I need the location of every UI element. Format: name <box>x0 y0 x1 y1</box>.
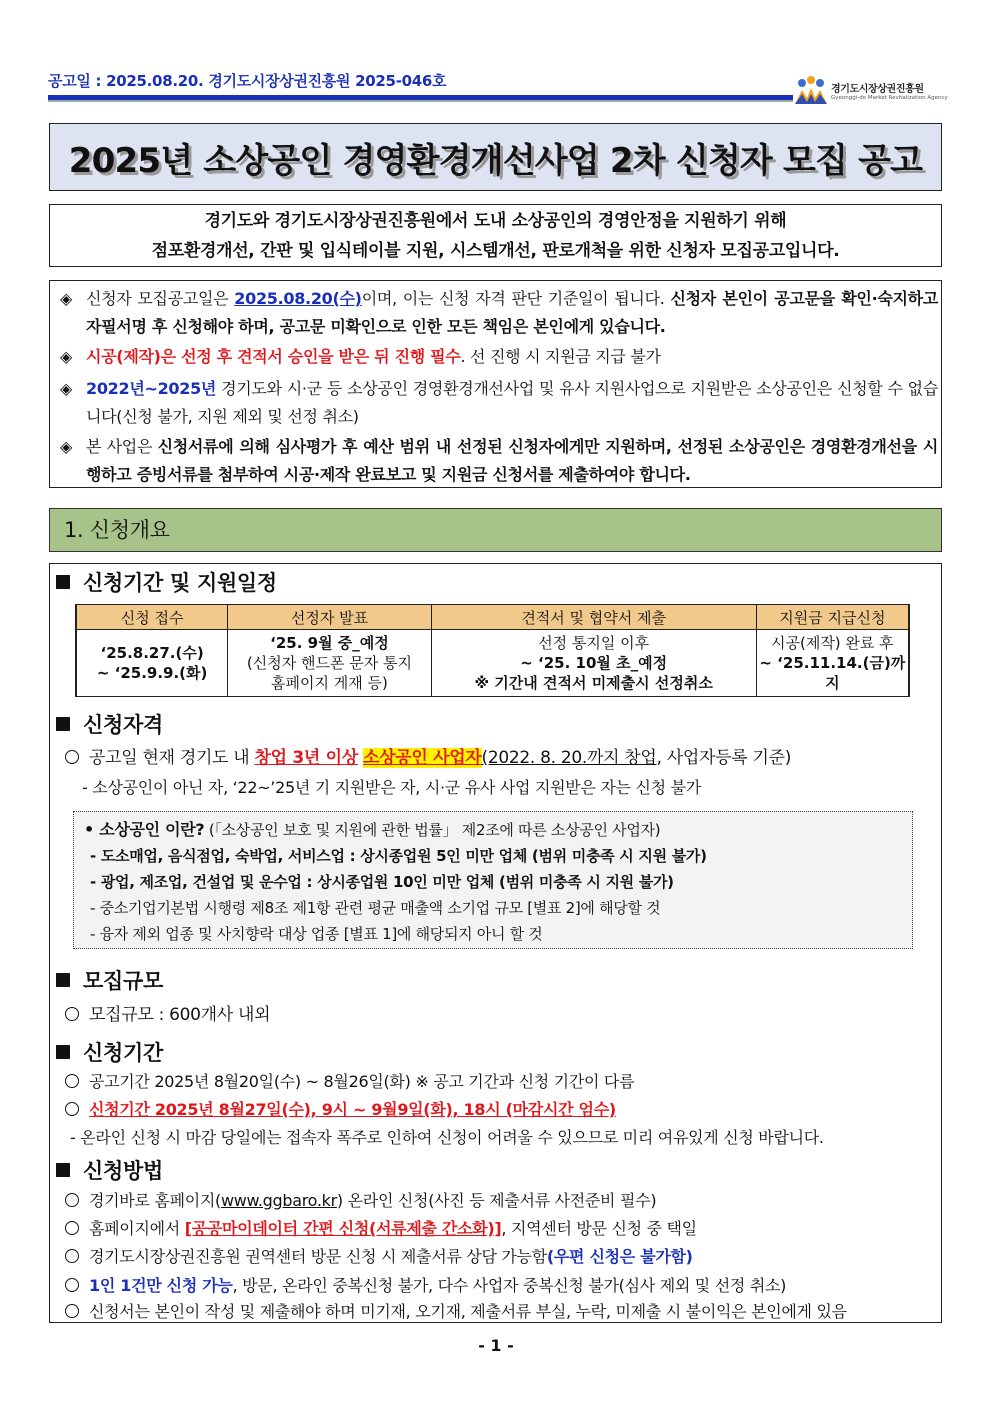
intro-line-1: 경기도와 경기도시장상권진흥원에서 도내 소상공인의 경영안정을 지원하기 위해 <box>204 211 787 231</box>
schedule-table <box>75 604 910 697</box>
schedule-cell-submission: 선정 통지일 이후 ~ ‘25. 10월 초_예정 ※ 기간내 견적서 미제출시 선정취소 <box>431 630 756 697</box>
agency-logo <box>793 76 948 106</box>
qualification-line-1: 공고일 현재 경기도 내 창업 3년 이상 소상공인 사업자(2022. 8. 20.까지 창업, 사업자등록 기준) <box>65 743 791 768</box>
definition-line-revenue: - 중소기업기본법 시행령 제8조 제1항 관련 평균 매출액 소기업 규모 [별표 2]에 해당할 것 <box>90 899 661 917</box>
logo-korean-name: 경기도시장상권진흥원 <box>831 84 924 95</box>
notice-2-red: 시공(제작)은 선정 후 견적서 승인을 받은 뒤 진행 필수 <box>86 347 461 366</box>
square-bullet-icon <box>56 1045 70 1059</box>
circle-bullet-icon <box>65 1249 79 1263</box>
logo-english-name: Gyeonggi-do Market Revitalization Agency <box>831 95 948 101</box>
method-line-visit: 경기도시장상권진흥원 권역센터 방문 신청 시 제출서류 상담 가능함(우편 신청은 불가함) <box>65 1244 693 1267</box>
notice-number: 공고일 : 2025.08.20. 경기도시장상권진흥원 2025-046호 <box>48 72 447 90</box>
period-line-caution: - 온라인 신청 시 마감 당일에는 접속자 폭주로 인하여 신청이 어려울 수 있으므로 미리 여유있게 신청 바랍니다. <box>70 1128 824 1147</box>
period-line-application: 신청기간 2025년 8월27일(수), 9시 ~ 9월9일(화), 18시 (마감시간 엄수) <box>65 1097 616 1120</box>
intro-box <box>49 204 942 267</box>
circle-bullet-icon <box>65 1007 79 1021</box>
circle-bullet-icon <box>65 1102 79 1116</box>
circle-bullet-icon <box>65 1304 79 1318</box>
definition-line-excluded: - 융자 제외 업종 및 사치향락 대상 업종 [별표 1]에 해당되지 아니 할 것 <box>90 925 543 943</box>
notice-item-4 <box>60 433 938 489</box>
circle-bullet-icon <box>65 1278 79 1292</box>
qualification-line-2: - 소상공인이 아닌 자, ‘22~’25년 기 지원받은 자, 시·군 유사 사업 지원받은 자는 신청 불가 <box>82 778 701 797</box>
schedule-header-cell: 지원금 지급신청 <box>756 605 909 630</box>
square-bullet-icon <box>56 973 70 987</box>
method-line-one-per-person: 1인 1건만 신청 가능, 방문, 온라인 중복신청 불가, 다수 사업자 중복신청 불가(심사 제외 및 선정 취소) <box>65 1273 786 1296</box>
notice-4-text-a: 본 사업은 <box>86 437 158 456</box>
method-heading: 신청방법 <box>56 1155 163 1185</box>
ggbaro-link[interactable]: www.ggbaro.kr <box>220 1191 337 1210</box>
notice-1-text-b: 이며, 이는 신청 자격 판단 기준일이 됩니다. <box>361 289 671 308</box>
schedule-cell-announcement: ‘25. 9월 중_예정 (신청자 핸드폰 문자 통지 홈페이지 게재 등) <box>228 630 431 697</box>
scale-line: 모집규모 : 600개사 내외 <box>65 1000 270 1025</box>
schedule-cell-application: ‘25.8.27.(수) ~ ‘25.9.9.(화) <box>76 630 228 697</box>
schedule-cell-payment: 시공(제작) 완료 후 ~ ‘25.11.14.(금)까지 <box>756 630 909 697</box>
small-business-definition-box <box>73 811 913 949</box>
page-title: 2025년 소상공인 경영환경개선사업 2차 신청자 모집 공고 <box>68 140 923 181</box>
diamond-bullet-icon: ◈ <box>60 379 73 398</box>
definition-line-retail: - 도소매업, 음식점업, 숙박업, 서비스업 : 상시종업원 5인 미만 업체 (범위 미충족 시 지원 불가) <box>90 847 707 865</box>
period-heading: 신청기간 <box>56 1037 163 1067</box>
notice-item-2 <box>60 343 938 371</box>
title-box <box>49 123 942 191</box>
method-line-online: 경기바로 홈페이지(www.ggbaro.kr) 온라인 신청(사진 등 제출서류 사전준비 필수) <box>65 1188 656 1211</box>
notice-2-rest: . 선 진행 시 지원금 지급 불가 <box>460 347 661 366</box>
notice-item-1 <box>60 285 938 341</box>
notice-1-date: 2025.08.20(수) <box>234 289 362 308</box>
notice-3-rest: 경기도와 시·군 등 소상공인 경영환경개선사업 및 유사 지원사업으로 지원받은 소상공인은 신청할 수 없습니다(신청 불가, 지원 제외 및 선정 취소) <box>86 379 938 426</box>
diamond-bullet-icon: ◈ <box>60 289 73 308</box>
logo-mark-icon <box>793 76 829 106</box>
notice-1-bold: 신청자 본인이 공고문을 확인·숙지하고 자필서명 후 신청해야 하며, 공고문 미확인으로 인한 모든 책임은 본인에게 있습니다. <box>86 289 938 336</box>
notice-1-text-a: 신청자 모집공고일은 <box>86 289 235 308</box>
circle-bullet-icon <box>65 1193 79 1207</box>
schedule-header-cell: 견적서 및 협약서 제출 <box>431 605 756 630</box>
notice-4-bold: 신청서류에 의해 심사평가 후 예산 범위 내 선정된 신청자에게만 지원하며, 선정된 소상공인은 경영환경개선을 시행하고 증빙서류를 첨부하여 시공·제작 완료보고 및 지원금 신청서를 제출하여야 합니다. <box>86 437 938 484</box>
diamond-bullet-icon: ◈ <box>60 347 73 366</box>
diamond-bullet-icon: ◈ <box>60 437 73 456</box>
header-divider-shadow <box>48 100 793 102</box>
period-line-notice: 공고기간 2025년 8월20일(수) ~ 8월26일(화) ※ 공고 기간과 신청 기간이 다름 <box>65 1069 634 1092</box>
square-bullet-icon <box>56 575 70 589</box>
square-bullet-icon <box>56 1163 70 1177</box>
definition-title: • 소상공인 이란? (「소상공인 보호 및 지원에 관한 법률」 제2조에 따른 소상공인 사업자) <box>84 820 661 839</box>
notice-box <box>49 280 942 488</box>
qualification-heading: 신청자격 <box>56 709 163 739</box>
method-line-mydata: 홈페이지에서 [공공마이데이터 간편 신청(서류제출 간소화)], 지역센터 방문 신청 중 택일 <box>65 1216 697 1239</box>
notice-item-3 <box>60 375 938 431</box>
circle-bullet-icon <box>65 1074 79 1088</box>
definition-line-manufacturing: - 광업, 제조업, 건설업 및 운수업 : 상시종업원 10인 미만 업체 (범위 미충족 시 지원 불가) <box>90 873 674 891</box>
circle-bullet-icon <box>65 1221 79 1235</box>
schedule-heading: 신청기간 및 지원일정 <box>56 567 277 597</box>
notice-3-years: 2022년~2025년 <box>86 379 217 398</box>
intro-line-2: 점포환경개선, 간판 및 입식테이블 지원, 시스템개선, 판로개척을 위한 신청자 모집공고입니다. <box>151 241 840 261</box>
page-number: - 1 - <box>478 1336 514 1355</box>
square-bullet-icon <box>56 717 70 731</box>
method-line-responsibility: 신청서는 본인이 작성 및 제출해야 하며 미기재, 오기재, 제출서류 부실, 누락, 미제출 시 불이익은 본인에게 있음 <box>65 1299 847 1322</box>
scale-heading: 모집규모 <box>56 965 163 995</box>
schedule-header-cell: 선정자 발표 <box>228 605 431 630</box>
circle-bullet-icon <box>65 750 79 764</box>
section-heading-1: 1. 신청개요 <box>49 508 942 552</box>
schedule-header-cell: 신청 접수 <box>76 605 228 630</box>
